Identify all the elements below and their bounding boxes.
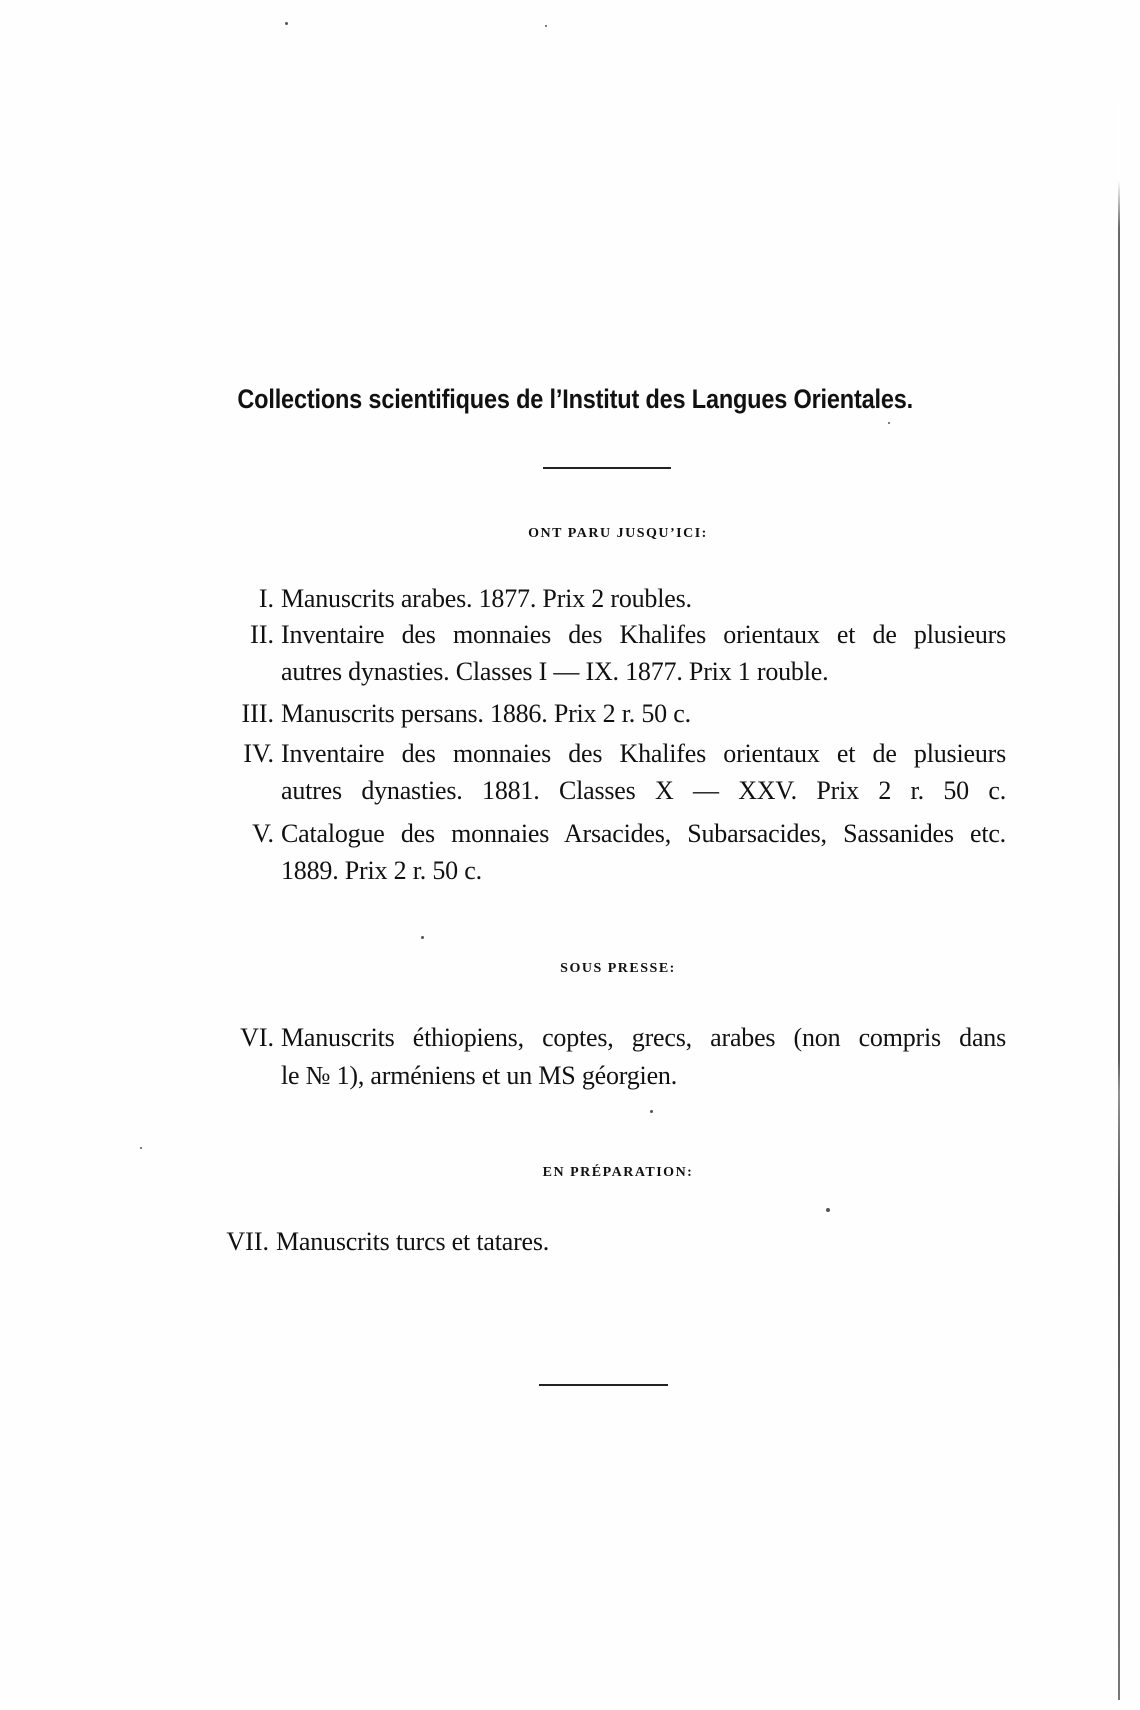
speck <box>140 1147 142 1149</box>
entry-number: IV. <box>243 739 274 768</box>
entry-number: I. <box>258 584 274 613</box>
entry-text: Catalogue des monnaies Arsacides, Subarsacides, Sassanides etc. <box>281 819 1006 848</box>
entry-text: Manuscrits persans. 1886. Prix 2 r. 50 c. <box>281 699 691 728</box>
speck <box>826 1208 830 1212</box>
speck <box>545 25 547 27</box>
section-heading-published: ONT PARU JUSQU’ICI: <box>528 526 708 541</box>
entry-number: VI. <box>240 1023 274 1052</box>
speck <box>421 936 424 939</box>
page-title: Collections scientifiques de l’Institut des Langues Orientales. <box>237 384 914 414</box>
entry-number: III. <box>241 699 274 728</box>
entry-text: Manuscrits turcs et tatares. <box>276 1227 550 1256</box>
section-heading-in-preparation: EN PRÉPARATION: <box>542 1165 694 1180</box>
bottom-divider-rule <box>539 1384 668 1386</box>
entry-text: Inventaire des monnaies des Khalifes orientaux et de plusieurs <box>281 739 1006 768</box>
speck <box>650 1110 653 1113</box>
entry-text: autres dynasties. Classes I — IX. 1877. Prix 1 rouble. <box>281 657 829 686</box>
entry-text: le № 1), arméniens et un MS géorgien. <box>281 1061 678 1090</box>
top-divider-rule <box>543 467 671 469</box>
speck <box>888 422 890 424</box>
entry-number: II. <box>250 620 274 649</box>
entry-number: VII. <box>226 1227 269 1256</box>
speck <box>285 22 288 25</box>
entry-text: autres dynasties. 1881. Classes X — XXV. Prix 2 r. 50 c. <box>281 776 1006 805</box>
entry-text: 1889. Prix 2 r. 50 c. <box>281 856 482 885</box>
page-edge-shadow <box>1118 100 1120 1700</box>
entry-text: Manuscrits éthiopiens, coptes, grecs, arabes (non compris dans <box>281 1023 1006 1052</box>
section-heading-in-press: SOUS PRESSE: <box>560 961 676 976</box>
entry-text: Manuscrits arabes. 1877. Prix 2 roubles. <box>281 584 692 613</box>
entry-number: V. <box>252 819 274 848</box>
entry-text: Inventaire des monnaies des Khalifes orientaux et de plusieurs <box>281 620 1006 649</box>
